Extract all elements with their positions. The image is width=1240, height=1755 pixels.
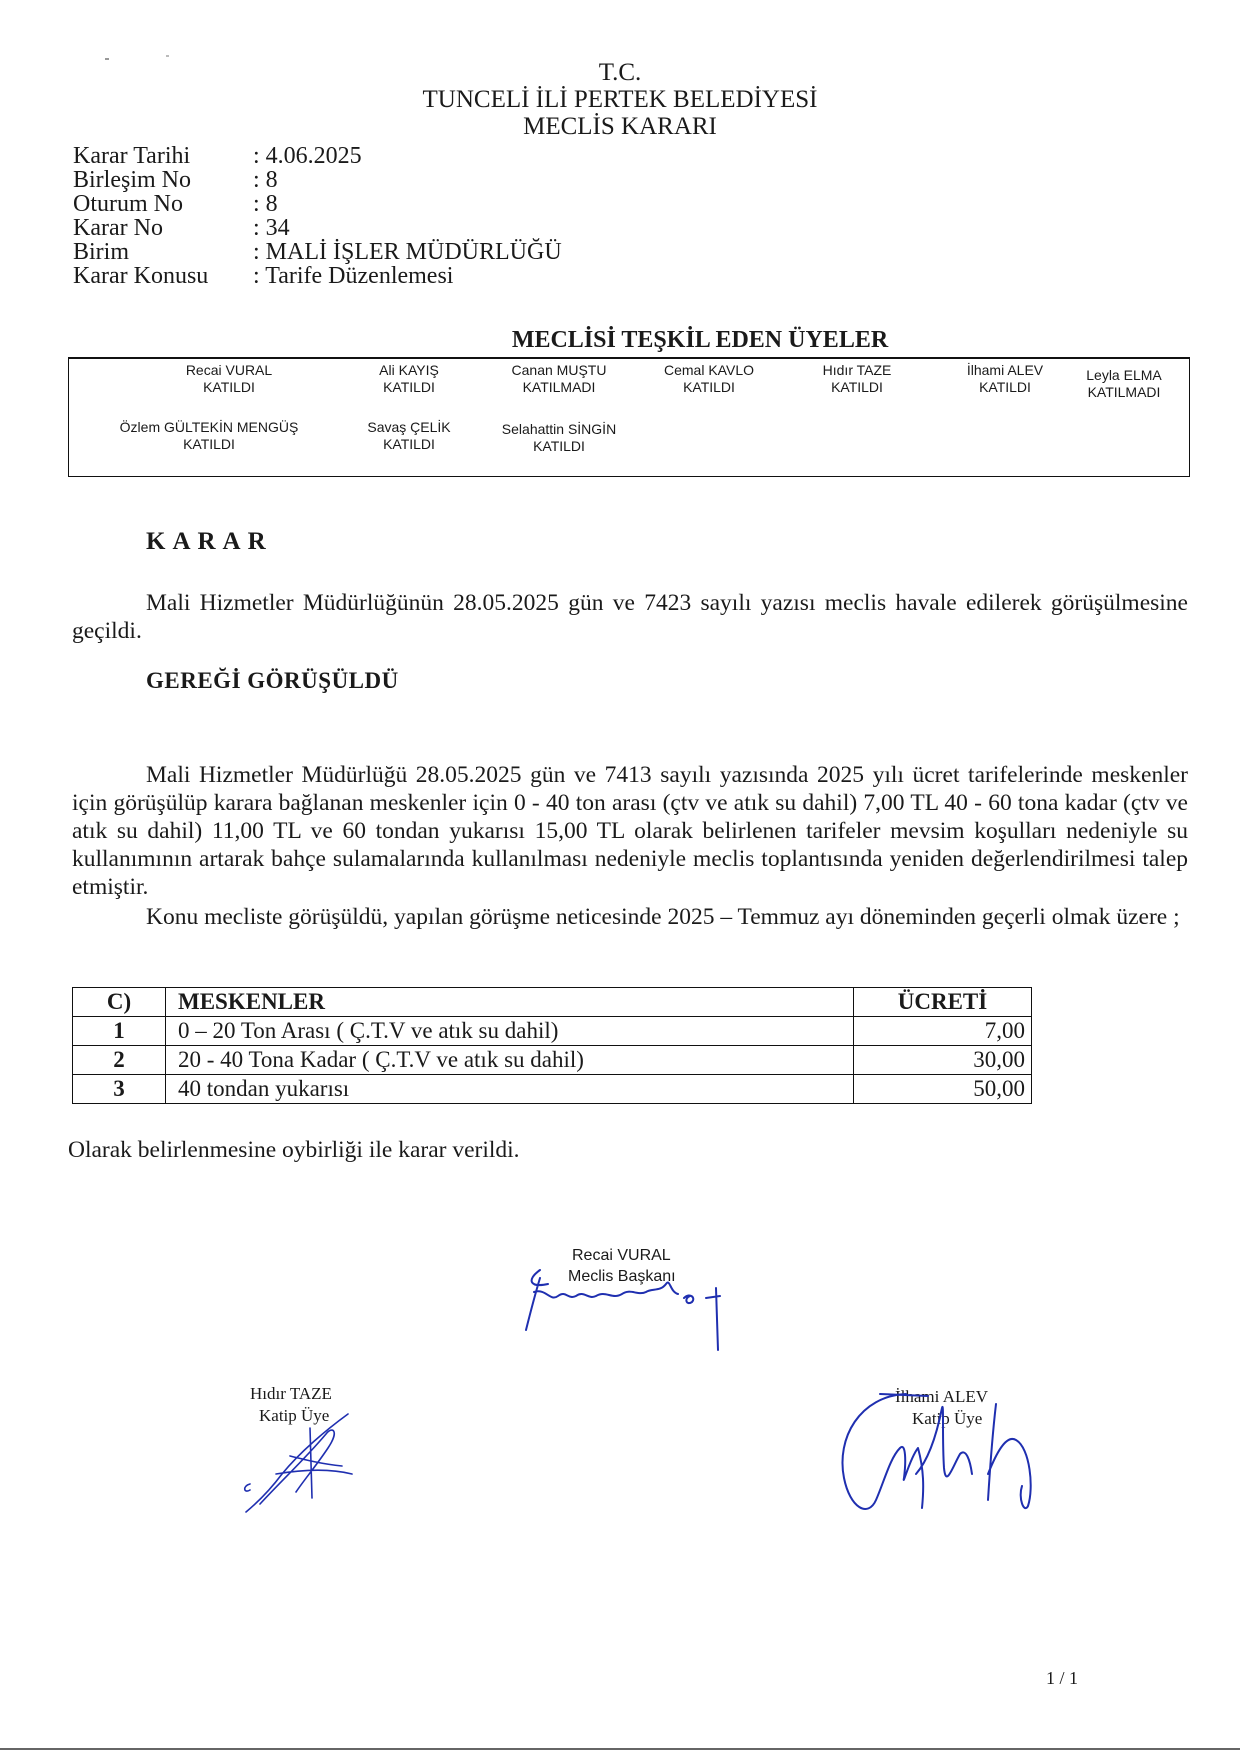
member-status: KATILMADI — [522, 379, 596, 395]
table-header-cell: C) — [73, 988, 166, 1017]
meta-row-date — [73, 144, 562, 168]
member-name: Savaş ÇELİK — [367, 419, 451, 435]
meta-value: : 8 — [253, 167, 278, 193]
header-document-type: MECLİS KARARI — [523, 113, 717, 140]
meta-row-sitting — [73, 192, 562, 216]
clerk1-title: Katip Üye — [259, 1406, 330, 1425]
meta-label: Karar No — [73, 215, 163, 241]
member-status: KATILDI — [203, 379, 255, 395]
member-card — [925, 362, 1085, 396]
member-card — [469, 362, 649, 396]
body-paragraph: Mali Hizmetler Müdürlüğü 28.05.2025 gün ve 7413 sayılı yazısında 2025 yılı ücret tarifelerinde meskenler için görüşülüp karara bağlanan meskenler için 0 - 40 ton arası (çtv ve atık su dahil) 7,00 TL 40 - 60 tona kadar (çtv ve atık su dahil) 11,00 TL ve 60 tondan yukarısı 15,00 TL olarak belirlenen tarifeler mevsim koşulları nedeniyle su kullanımının artarak bahçe sulamalarında kullanılması nedeniyle meclis toplantısında yeniden değerlendirilmesi talep etmiştir. — [72, 762, 1188, 900]
meta-value: : MALİ İŞLER MÜDÜRLÜĞÜ — [253, 239, 562, 265]
clerk2-name: İlhami ALEV — [895, 1387, 989, 1406]
page-number: 1 / 1 — [1046, 1668, 1079, 1688]
meta-label: Birleşim No — [73, 167, 191, 193]
meta-row-subject — [73, 264, 562, 288]
meta-label: Birim — [73, 239, 130, 265]
table-row — [73, 1075, 1032, 1104]
table-cell: 3 — [73, 1075, 166, 1104]
meta-value: : Tarife Düzenlemesi — [253, 263, 454, 289]
members-box — [68, 357, 1190, 477]
chair-name: Recai VURAL — [572, 1247, 671, 1264]
meta-value: : 34 — [253, 215, 290, 241]
members-title — [0, 327, 1240, 354]
table-header-cell: ÜCRETİ — [854, 988, 1032, 1017]
meta-label: Karar Tarihi — [73, 143, 191, 169]
member-card — [329, 419, 489, 453]
header-line-tc: T.C. — [598, 59, 642, 86]
table-cell: 40 tondan yukarısı — [166, 1075, 854, 1104]
member-name: Özlem GÜLTEKİN MENGÜŞ — [119, 419, 299, 435]
table-cell: 50,00 — [854, 1075, 1032, 1104]
scan-mark — [166, 55, 169, 57]
meta-value: : 8 — [253, 191, 278, 217]
table-cell: 7,00 — [854, 1017, 1032, 1046]
member-name: Ali KAYIŞ — [379, 362, 439, 378]
chair-signature — [520, 1262, 800, 1352]
table-cell: 1 — [73, 1017, 166, 1046]
table-header-cell: MESKENLER — [166, 988, 854, 1017]
intro-paragraph: Mali Hizmetler Müdürlüğünün 28.05.2025 gün ve 7423 sayılı yazısı meclis havale edilerek görüşülmesine geçildi. — [72, 590, 1188, 644]
meta-label: Karar Konusu — [73, 263, 209, 289]
table-row — [73, 1017, 1032, 1046]
member-card — [329, 362, 489, 396]
member-card — [99, 419, 319, 453]
member-status: KATILDI — [979, 379, 1031, 395]
members-title-text: MECLİSİ TEŞKİL EDEN ÜYELER — [511, 327, 889, 353]
meta-row-session — [73, 168, 562, 192]
member-name: Recai VURAL — [185, 362, 273, 378]
member-name: Leyla ELMA — [1086, 367, 1162, 383]
member-name: Selahattin SİNGİN — [501, 421, 617, 437]
meta-row-number — [73, 216, 562, 240]
member-status: KATILDI — [683, 379, 735, 395]
decision-meta — [73, 144, 562, 288]
table-row — [73, 1046, 1032, 1075]
header-municipality: TUNCELİ İLİ PERTEK BELEDİYESİ — [422, 86, 818, 113]
clerk2-signature — [820, 1378, 1080, 1528]
table-header-row — [73, 988, 1032, 1017]
chair-title: Meclis Başkanı — [568, 1268, 676, 1285]
member-status: KATILDI — [183, 436, 235, 452]
clerk1-signature — [230, 1408, 370, 1518]
member-card — [1069, 367, 1179, 401]
meta-row-unit — [73, 240, 562, 264]
table-cell: 30,00 — [854, 1046, 1032, 1075]
member-card — [777, 362, 937, 396]
table-cell: 0 – 20 Ton Arası ( Ç.T.V ve atık su dahil) — [166, 1017, 854, 1046]
member-name: Cemal KAVLO — [664, 362, 754, 378]
member-status: KATILDI — [383, 436, 435, 452]
bottom-edge-line — [0, 1748, 1240, 1750]
clerk2-title: Katip Üye — [912, 1409, 983, 1428]
body-paragraph-continuation: Konu mecliste görüşüldü, yapılan görüşme neticesinde 2025 – Temmuz ayı döneminden geçerli olmak üzere ; — [146, 904, 1180, 930]
member-card — [469, 421, 649, 455]
closing-sentence: Olarak belirlenmesine oybirliği ile karar verildi. — [68, 1137, 520, 1163]
member-status: KATILMADI — [1087, 384, 1161, 400]
member-status: KATILDI — [533, 438, 585, 454]
meta-label: Oturum No — [73, 191, 183, 217]
tariff-table — [72, 987, 1032, 1104]
member-status: KATILDI — [831, 379, 883, 395]
member-name: Canan MUŞTU — [511, 362, 607, 378]
member-card — [149, 362, 309, 396]
table-cell: 2 — [73, 1046, 166, 1075]
member-name: İlhami ALEV — [966, 362, 1044, 378]
deliberation-heading: GEREĞİ GÖRÜŞÜLDÜ — [146, 668, 399, 693]
decision-heading: KARAR — [146, 528, 273, 555]
meta-value: : 4.06.2025 — [253, 143, 362, 169]
table-cell: 20 - 40 Tona Kadar ( Ç.T.V ve atık su dahil) — [166, 1046, 854, 1075]
clerk1-name: Hıdır TAZE — [250, 1384, 332, 1403]
member-status: KATILDI — [383, 379, 435, 395]
member-card — [629, 362, 789, 396]
member-name: Hıdır TAZE — [822, 362, 892, 378]
